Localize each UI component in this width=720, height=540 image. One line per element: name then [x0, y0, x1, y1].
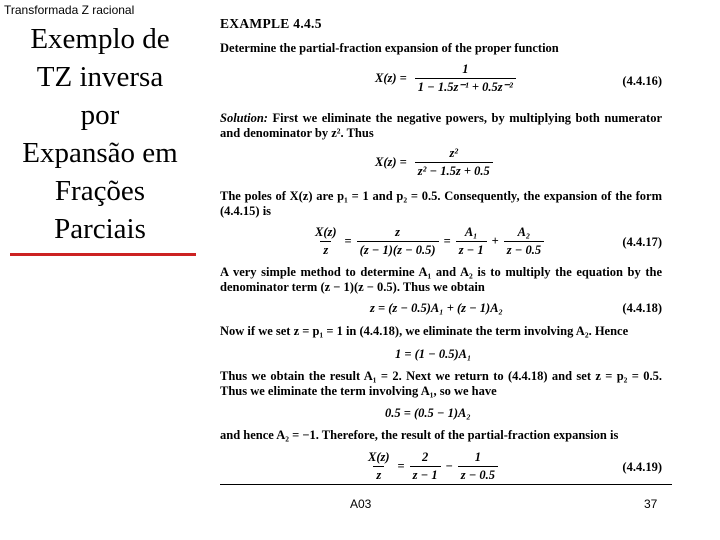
fraction-denominator: z	[373, 466, 384, 483]
fraction	[456, 225, 487, 258]
fraction-numerator: z²	[449, 146, 459, 160]
fraction	[312, 225, 340, 258]
fraction	[365, 450, 393, 483]
equation-4-4-19: $\frac{X(z)}{z}$ = $\frac{2}{z - 1}$ − $\frac{1}{z - 0.5}$	[365, 450, 498, 483]
fraction-denominator: z² − 1.5z + 0.5	[415, 162, 493, 179]
equation-number: (4.4.16)	[622, 74, 662, 88]
fraction-denominator: z − 0.5	[458, 466, 498, 483]
footer-code: A03	[350, 497, 372, 511]
solution-paragraph	[220, 111, 662, 141]
fraction-numerator: A₂	[517, 225, 531, 239]
header-label: Transformada Z racional	[4, 3, 135, 17]
fraction	[458, 450, 498, 483]
title-line: Parciais	[54, 213, 146, 245]
fraction-denominator: z − 0.5	[504, 241, 544, 258]
fraction-numerator: 1	[462, 62, 469, 76]
title-line: Frações	[54, 175, 146, 207]
final-text: and hence A₂ = −1. Therefore, the result of the partial-fraction expansion is	[220, 428, 619, 442]
fraction-numerator: A₁	[464, 225, 478, 239]
equation-z-squared	[375, 146, 493, 179]
title-line: Expansão em	[22, 137, 178, 169]
equation-a1	[395, 347, 471, 362]
method-text: A very simple method to determine A₁ and A₂ is to multiply the equation by the denominator term (z − 1)(z − 0.5). Thus we obtain	[220, 265, 662, 294]
fraction-numerator: 2	[422, 450, 429, 464]
equation-4-4-17: $\frac{X(z)}{z}$ = $\frac{z}{(z - 1)(z - 0.5)}$ = $\frac{\text{A₁}}{z - 1}$ + $\frac{\text{A₂}}{z - 0.5}$	[312, 225, 544, 258]
title-line: TZ inversa	[36, 61, 164, 93]
fraction-numerator: 1	[474, 450, 482, 464]
title-line: por	[80, 99, 120, 131]
equation-a2	[385, 406, 471, 421]
solution-label: Solution:	[220, 111, 268, 125]
example-heading: EXAMPLE 4.4.5	[220, 16, 322, 31]
page-number: 37	[644, 497, 658, 511]
title-underline	[10, 253, 196, 256]
fraction-denominator: (z − 1)(z − 0.5)	[357, 241, 439, 258]
solution-text: First we eliminate the negative powers, by multiplying both numerator and denominator by z². Thus	[220, 111, 662, 140]
fraction-denominator: z − 1	[410, 466, 441, 483]
equation-4-4-18	[370, 301, 503, 316]
fraction-numerator: X(z)	[315, 225, 337, 239]
fraction	[504, 225, 544, 258]
slide-title	[0, 20, 200, 248]
title-line: Exemplo de	[30, 23, 170, 55]
fraction-denominator: 1 − 1.5z⁻¹ + 0.5z⁻²	[415, 78, 516, 95]
eq-lhs: X(z) =	[375, 155, 407, 169]
fraction	[415, 62, 516, 95]
fraction-denominator: z	[320, 241, 331, 258]
fraction	[415, 146, 493, 179]
eq-lhs: X(z) =	[375, 71, 407, 85]
eq-body: 1 = (1 − 0.5)A₁	[395, 347, 472, 361]
equation-number: (4.4.19)	[622, 460, 662, 474]
poles-text: The poles of X(z) are p₁ = 1 and p₂ = 0.5. Consequently, the expansion of the form (4.4.15) is	[220, 189, 662, 218]
equation-number: (4.4.17)	[622, 235, 662, 249]
equation-number: (4.4.18)	[622, 301, 662, 315]
fraction	[410, 450, 441, 483]
fraction	[357, 225, 439, 258]
fraction-denominator: z − 1	[456, 241, 487, 258]
fraction-numerator: z	[395, 225, 401, 239]
result-text: Thus we obtain the result A₁ = 2. Next we return to (4.4.18) and set z = p₂ = 0.5. Thus we eliminate the term involving A₁, so we have	[220, 369, 662, 398]
bottom-rule	[220, 484, 672, 485]
intro-text: Determine the partial-fraction expansion of the proper function	[220, 41, 559, 55]
eq-body: 0.5 = (0.5 − 1)A₂	[385, 406, 471, 420]
fraction-numerator: X(z)	[368, 450, 390, 464]
textbook-excerpt	[220, 14, 672, 490]
equation-4-4-16	[375, 62, 516, 95]
set-text: Now if we set z = p₁ = 1 in (4.4.18), we eliminate the term involving A₂. Hence	[220, 324, 629, 338]
eq-body: z = (z − 0.5)A₁ + (z − 1)A₂	[370, 301, 503, 315]
